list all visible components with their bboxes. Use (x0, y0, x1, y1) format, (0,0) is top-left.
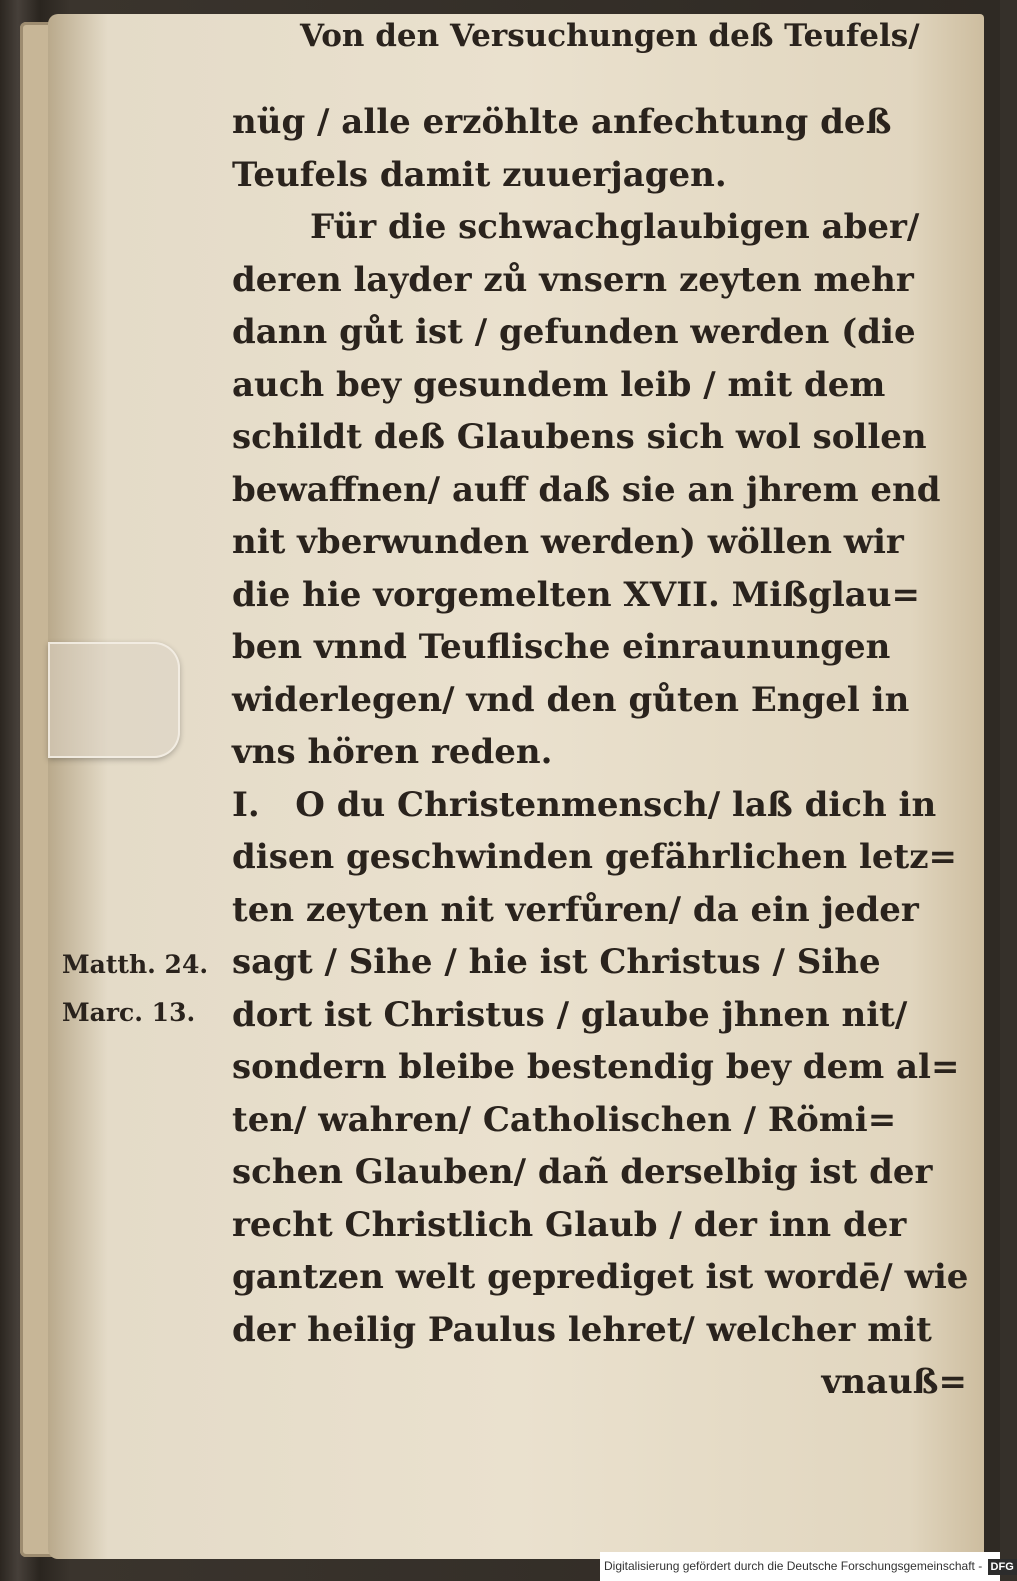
text-line: widerlegen/ vnd den gůten Engel in (232, 679, 910, 720)
dfg-logo: DFG (988, 1559, 1017, 1575)
running-header: Von den Versuchungen deß Teufels/ (300, 18, 920, 54)
text-line: sondern bleibe bestendig bey dem al= (232, 1047, 960, 1087)
text-line: vns hören reden. (232, 732, 553, 772)
body-text (232, 96, 967, 1409)
text-line: deren layder zů vnsern zeyten mehr (232, 259, 914, 300)
text-line: nit vberwunden werden) wöllen wir (232, 522, 904, 562)
text-line: auch bey gesundem leib / mit dem (232, 364, 886, 405)
margin-note: Matth. 24. (62, 950, 209, 979)
text-line: nüg / alle erzöhlte anfechtung deß (232, 102, 892, 142)
text-line: schildt deß Glaubens sich wol sollen (232, 417, 927, 457)
text-line: der heilig Paulus lehret/ welcher mit (232, 1309, 932, 1350)
bookmark-tab (48, 642, 180, 758)
text-line: ben vnnd Teuflische einraunungen (232, 627, 891, 667)
text-line: die hie vorgemelten XVII. Mißglau= (232, 574, 920, 615)
text-line: bewaffnen/ auff daß sie an jhrem end (232, 469, 941, 510)
text-line: dort ist Christus / glaube jhnen nit/ (232, 994, 908, 1035)
text-line: gantzen welt geprediget ist wordē/ wie (232, 1257, 969, 1297)
text-line: recht Christlich Glaub / der inn der (232, 1204, 907, 1245)
text-line: ten/ wahren/ Catholischen / Römi= (232, 1099, 897, 1140)
text-line: Teufels damit zuuerjagen. (232, 154, 727, 195)
funding-footer (600, 1552, 1014, 1581)
text-line: Für die schwachglaubigen aber/ (310, 207, 920, 247)
text-line: ten zeyten nit verfůren/ da ein jeder (232, 889, 919, 930)
text-line: disen geschwinden gefährlichen letz= (232, 837, 958, 877)
text-line: schen Glauben/ dañ derselbig ist der (232, 1152, 933, 1192)
margin-note: Marc. 13. (62, 998, 196, 1027)
footer-text: Digitalisierung gefördert durch die Deutsche Forschungsgemeinschaft - (604, 1559, 983, 1573)
text-line: sagt / Sihe / hie ist Christus / Sihe (232, 942, 881, 982)
text-line: dann gůt ist / gefunden werden (die (232, 312, 916, 352)
text-line: I. O du Christenmensch/ laß dich in (232, 784, 937, 825)
catchword: vnauß= (821, 1362, 967, 1402)
